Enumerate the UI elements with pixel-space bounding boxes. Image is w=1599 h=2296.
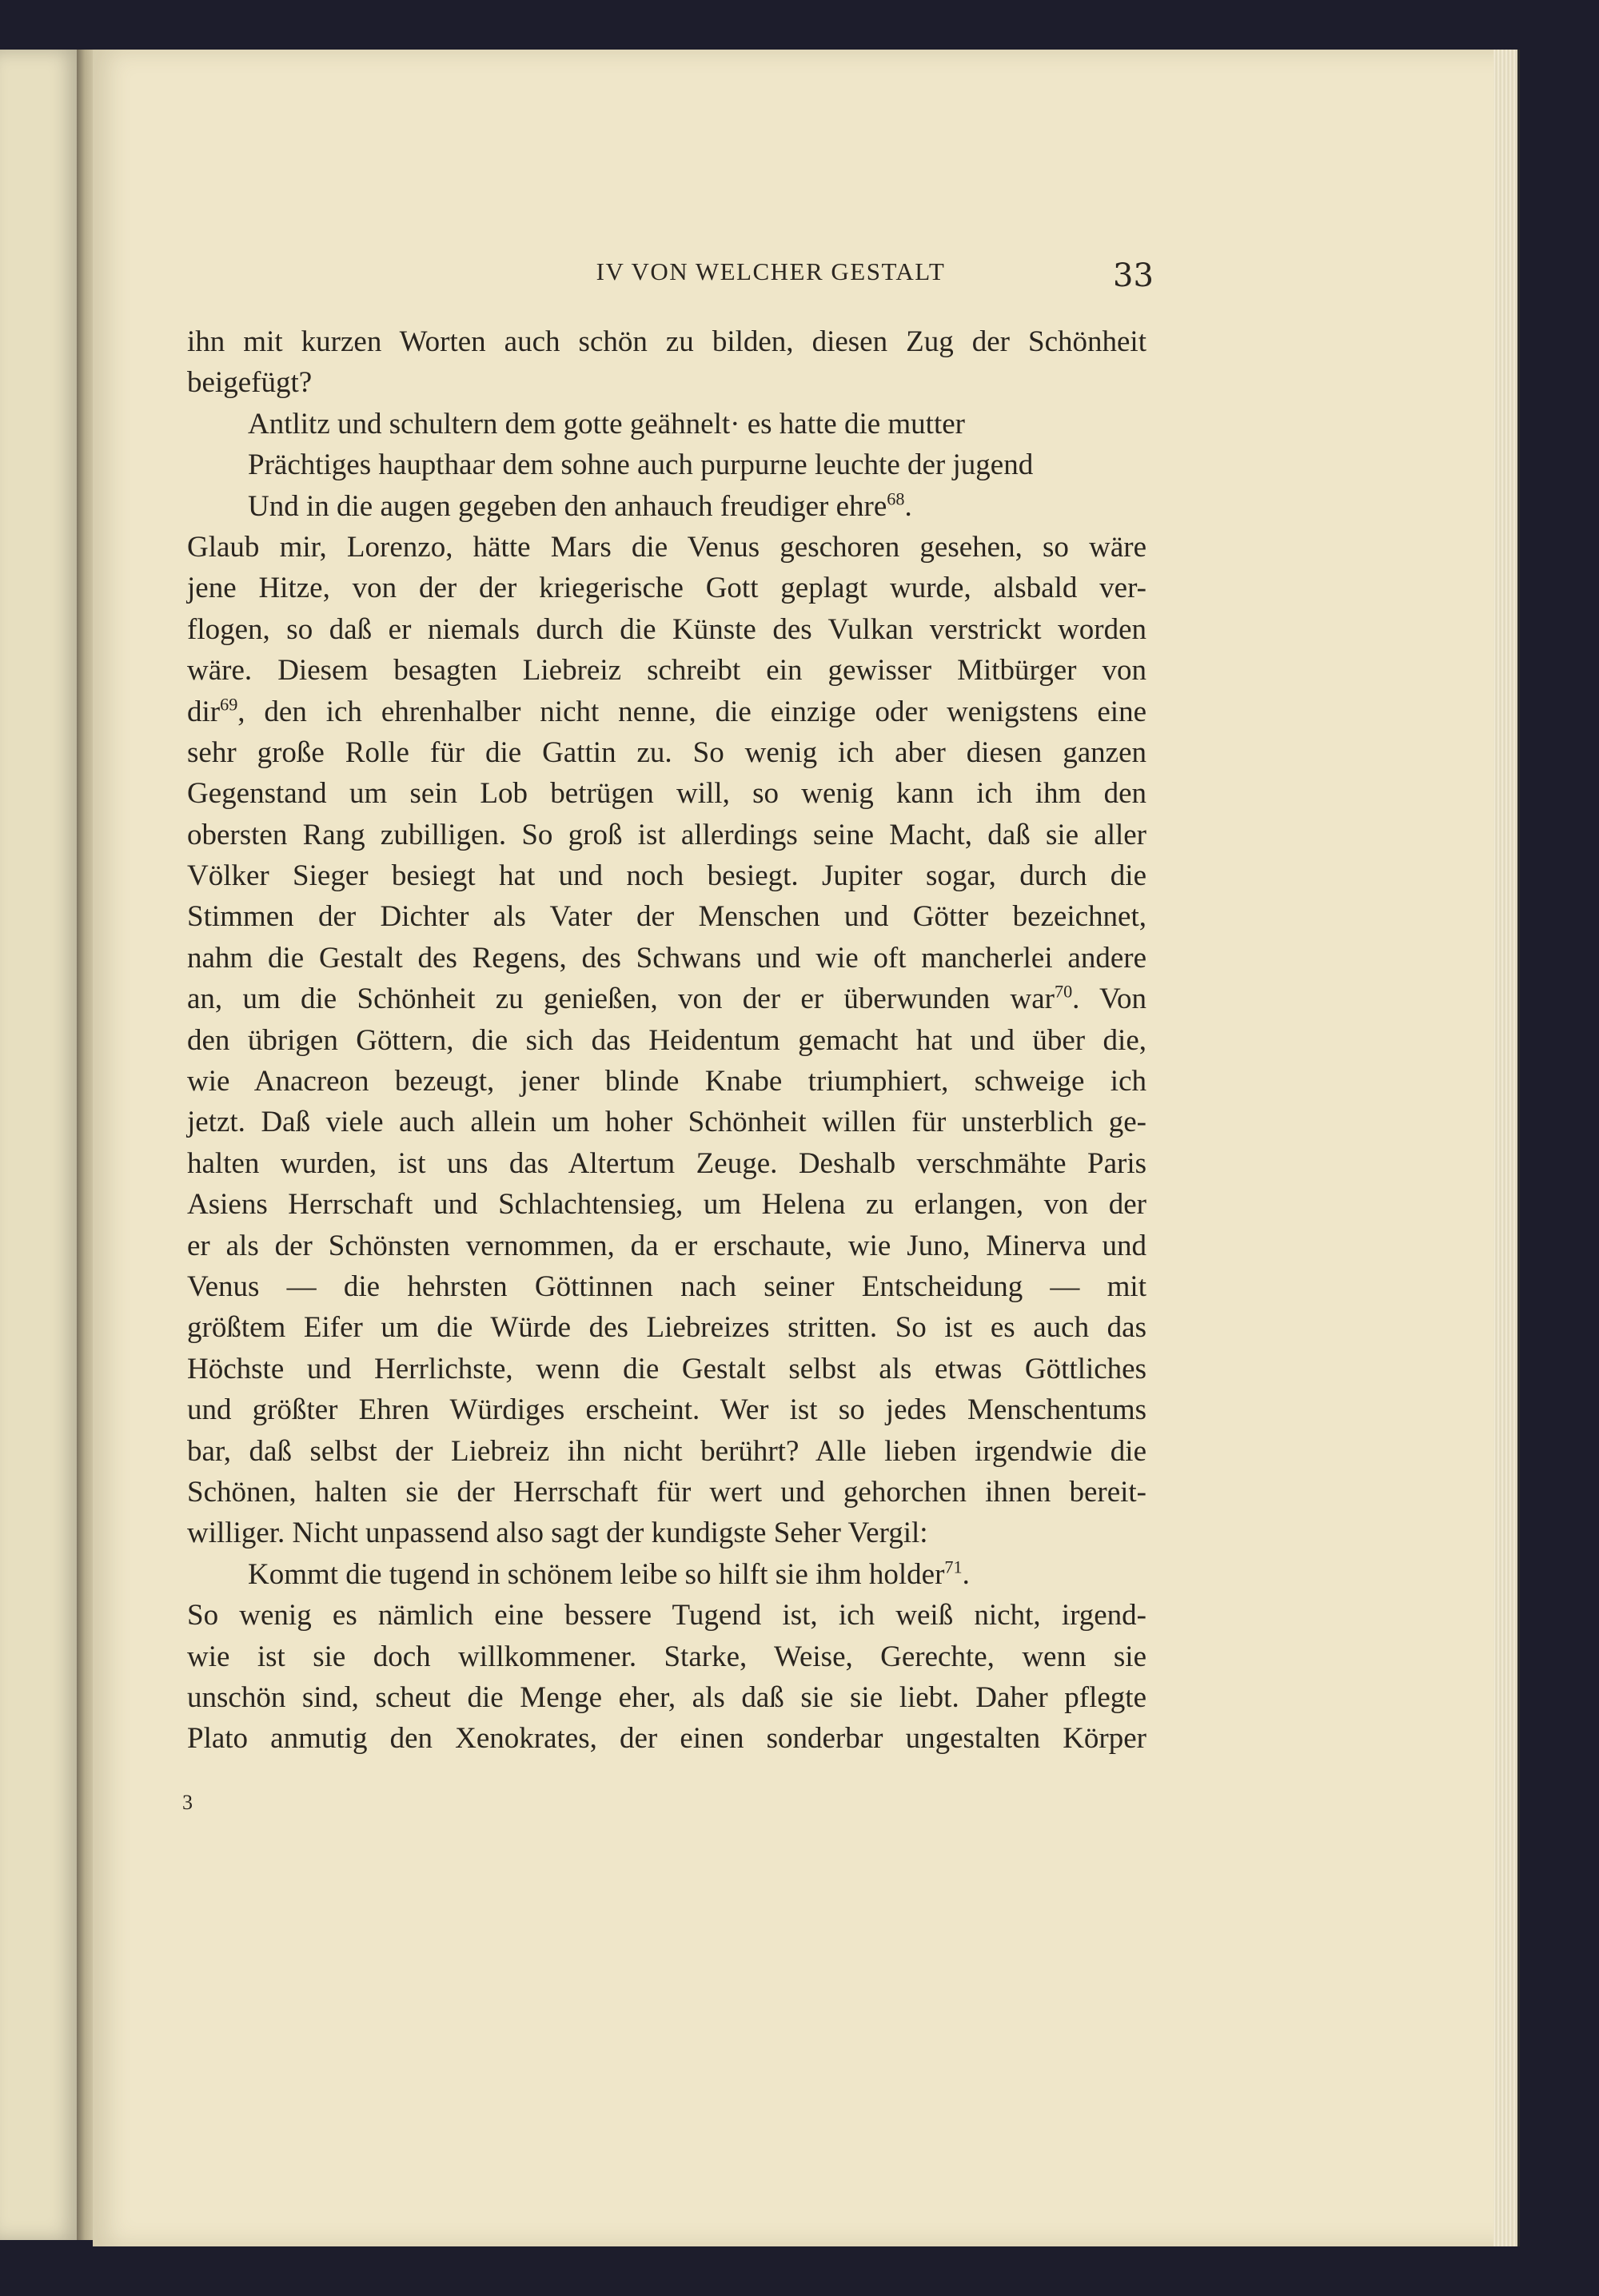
text-line: bar, daß selbst der Liebreiz ihn nicht berührt? Alle lieben irgendwie die (187, 1434, 1146, 1468)
text-line: nahm die Gestalt des Regens, des Schwans und wie oft mancherlei andere (187, 941, 1146, 975)
text-line: und größter Ehren Würdiges erscheint. Wer ist so jedes Menschentums (187, 1393, 1146, 1427)
text-line: dir$^{69}$, den ich ehrenhalber nicht nenne, die einzige oder wenigstens eine (187, 694, 1146, 728)
text-line: wie ist sie doch willkommener. Starke, Weise, Gerechte, wenn sie (187, 1640, 1146, 1673)
footnote-ref: 70 (1054, 981, 1073, 1002)
text-line: Venus — die hehrsten Göttinnen nach seiner Entscheidung — mit (187, 1270, 1146, 1303)
verse-line: Prächtiges haupthaar dem sohne auch purpurne leuchte der jugend (248, 448, 1034, 482)
text-line: er als der Schönsten vernommen, da er erschaute, wie Juno, Minerva und (187, 1229, 1146, 1262)
footnote-ref: 69 (220, 694, 238, 715)
verse-line: Kommt die tugend in schönem leibe so hilft sie ihm holder$^{71}$. (248, 1557, 970, 1591)
text-line: jene Hitze, von der der kriegerische Gott geplagt wurde, alsbald ver- (187, 572, 1146, 605)
text-line: Stimmen der Dichter als Vater der Menschen und Götter bezeichnet, (187, 900, 1146, 934)
signature-mark: 3 (182, 1791, 193, 1814)
text-line: halten wurden, ist uns das Altertum Zeuge. Deshalb verschmähte Paris (187, 1146, 1146, 1180)
text-line: beigefügt? (187, 366, 313, 400)
facing-page-edge (0, 50, 80, 2240)
text-line: flogen, so daß er niemals durch die Künste des Vulkan verstrickt worden (187, 612, 1146, 646)
text-line: Glaub mir, Lorenzo, hätte Mars die Venus geschoren gesehen, so wäre (187, 530, 1146, 564)
text-line: größtem Eifer um die Würde des Liebreizes stritten. So ist es auch das (187, 1311, 1146, 1345)
text-line: ihn mit kurzen Worten auch schön zu bilden, diesen Zug der Schönheit (187, 325, 1146, 358)
text-line: wäre. Diesem besagten Liebreiz schreibt ein gewisser Mitbürger von (187, 654, 1146, 688)
text-line: Gegenstand um sein Lob betrügen will, so wenig kann ich ihm den (187, 777, 1146, 811)
body-text (187, 321, 1146, 1760)
page-stack-edge (1493, 50, 1520, 2246)
text-line: Plato anmutig den Xenokrates, der einen sonderbar ungestalten Körper (187, 1722, 1146, 1756)
text-line: den übrigen Göttern, die sich das Heidentum gemacht hat und über die, (187, 1023, 1146, 1057)
text-line: williger. Nicht unpassend also sagt der kundigste Seher Vergil: (187, 1517, 928, 1550)
text-line: jetzt. Daß viele auch allein um hoher Schönheit willen für unsterblich ge- (187, 1106, 1146, 1139)
verse-line: Und in die augen gegeben den anhauch freudiger ehre$^{68}$. (248, 488, 912, 523)
chapter-title: IV VON WELCHER GESTALT (596, 257, 946, 285)
text-line: wie Anacreon bezeugt, jener blinde Knabe triumphiert, schweige ich (187, 1065, 1146, 1098)
footnote-ref: 71 (944, 1557, 963, 1577)
text-line: Schönen, halten sie der Herrschaft für wert und gehorchen ihnen bereit- (187, 1475, 1146, 1509)
page-number: 33 (1113, 257, 1154, 294)
text-line: sehr große Rolle für die Gattin zu. So wenig ich aber diesen ganzen (187, 735, 1146, 769)
text-line: Höchste und Herrlichste, wenn die Gestalt selbst als etwas Göttliches (187, 1352, 1146, 1385)
running-head (93, 257, 1509, 294)
text-line: obersten Rang zubilligen. So groß ist allerdings seine Macht, daß sie aller (187, 818, 1146, 851)
text-line: So wenig es nämlich eine bessere Tugend ist, ich weiß nicht, irgend- (187, 1599, 1146, 1632)
text-line: unschön sind, scheut die Menge eher, als daß sie sie liebt. Daher pflegte (187, 1680, 1146, 1714)
text-line: Völker Sieger besiegt hat und noch besiegt. Jupiter sogar, durch die (187, 859, 1146, 893)
text-line: an, um die Schönheit zu genießen, von der er überwunden war$^{70}$. Von (187, 981, 1146, 1016)
footnote-ref: 68 (887, 488, 905, 509)
text-line: Asiens Herrschaft und Schlachtensieg, um Helena zu erlangen, von der (187, 1188, 1146, 1222)
verse-line: Antlitz und schultern dem gotte geähnelt· es hatte die mutter (248, 407, 965, 440)
